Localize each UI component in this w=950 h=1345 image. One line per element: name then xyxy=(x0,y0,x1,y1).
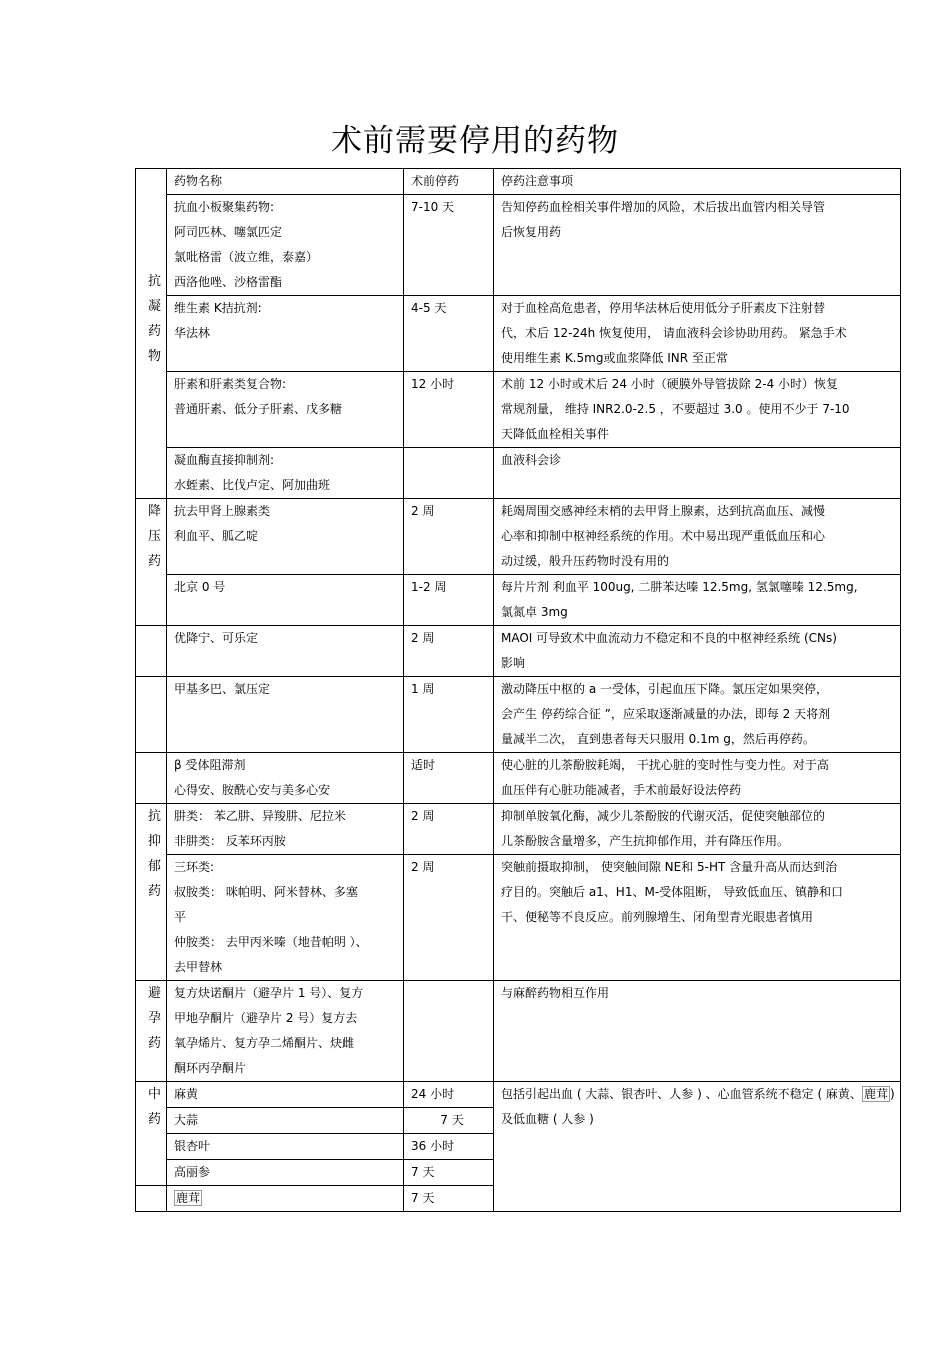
category-antihyper xyxy=(136,499,167,626)
category-label: 降压药 xyxy=(147,504,161,569)
stop-time-cell: 36 小时 xyxy=(404,1134,494,1160)
table-row xyxy=(136,626,901,677)
notes-cell xyxy=(494,296,901,372)
category-anticoag xyxy=(136,169,167,499)
drug-name-line: 甲基多巴、氯压定 xyxy=(174,682,271,696)
notes-line: 与麻醉药物相互作用 xyxy=(501,986,610,1000)
drug-name-line: 鹿茸 xyxy=(176,1191,201,1205)
drug-name-cell xyxy=(167,499,404,575)
notes-line: 动过缓，般升压药物时没有用的 xyxy=(501,554,670,568)
drug-name-line: 麻黄 xyxy=(174,1087,199,1101)
stop-time-cell: 1-2 周 xyxy=(404,575,494,626)
drug-name-cell xyxy=(167,1160,404,1186)
stop-time-cell: 2 周 xyxy=(404,626,494,677)
drug-name-line: 肝素和肝素类复合物: xyxy=(174,377,287,391)
header-stop: 术前停药 xyxy=(404,169,494,195)
drug-name-cell xyxy=(167,626,404,677)
notes-line: 天降低血栓相关事件 xyxy=(501,427,610,441)
drug-name-line: 阿司匹林、噻氯匹定 xyxy=(174,225,283,239)
table-row xyxy=(136,981,901,1082)
notes-line: 影响 xyxy=(501,656,526,670)
notes-line: 抑制单胺氧化酶，减少儿茶酚胺的代谢灭活，促使突触部位的 xyxy=(501,809,826,823)
drug-name-line: 甲地孕酮片（避孕片 2 号）复方去 xyxy=(174,1011,358,1025)
drug-name-line: 抗去甲肾上腺素类 xyxy=(174,504,271,518)
header-row xyxy=(136,169,901,195)
drug-name-line: 凝血酶直接抑制剂: xyxy=(174,453,275,467)
category-empty xyxy=(136,626,167,677)
notes-cell xyxy=(494,626,901,677)
notes-cell xyxy=(494,981,901,1082)
drug-name-cell xyxy=(167,1134,404,1160)
stop-time-cell: 2 周 xyxy=(404,499,494,575)
notes-cell xyxy=(494,195,901,296)
category-label: 避孕药 xyxy=(147,986,161,1051)
drug-name-line: 氯吡格雷（波立维，泰嘉） xyxy=(174,250,319,264)
notes-cell xyxy=(494,372,901,448)
drug-name-line: 叔胺类： 咪帕明、阿米替林、多塞 xyxy=(174,885,358,899)
drug-name-cell xyxy=(167,677,404,753)
stop-time-cell: 4-5 天 xyxy=(404,296,494,372)
drug-name-line: 复方炔诺酮片（避孕片 1 号）、复方 xyxy=(174,986,364,1000)
notes-line: 干、便秘等不良反应。前列腺增生、闭角型青光眼患者慎用 xyxy=(501,910,814,924)
category-label: 抗抑郁药 xyxy=(147,809,161,899)
notes-cell xyxy=(494,575,901,626)
drug-name-line: 大蒜 xyxy=(174,1113,199,1127)
notes-line: 使用维生素 K.5mg或血浆降低 INR 至正常 xyxy=(501,351,728,365)
drug-name-line: 心得安、胺酰心安与美多心安 xyxy=(174,783,331,797)
notes-line: 常规剂量， 维持 INR2.0-2.5 ，不要超过 3.0 。使用不少于 7-10 xyxy=(501,402,850,416)
category-empty xyxy=(136,753,167,804)
category-empty xyxy=(136,1186,167,1212)
drug-name-line: 去甲替林 xyxy=(174,960,223,974)
table-row xyxy=(136,195,901,296)
notes-line: 告知停药血栓相关事件增加的风险，术后拔出血管内相关导管 xyxy=(501,200,826,214)
stop-time-cell: 7 天 xyxy=(404,1160,494,1186)
drug-name-line: 抗血小板聚集药物: xyxy=(174,200,275,214)
notes-cell xyxy=(494,499,901,575)
notes-line: 儿茶酚胺含量增多，产生抗抑郁作用，并有降压作用。 xyxy=(501,834,790,848)
stop-time-cell: 1 周 xyxy=(404,677,494,753)
drug-name-line: 普通肝素、低分子肝素、戊多糖 xyxy=(174,402,343,416)
drug-name-line: 利血平、胍乙啶 xyxy=(174,529,259,543)
stop-time-cell: 2 周 xyxy=(404,804,494,855)
notes-cell xyxy=(494,1082,901,1212)
stop-time-cell: 7-10 天 xyxy=(404,195,494,296)
drug-name-cell xyxy=(167,575,404,626)
drug-name-line: 酮环丙孕酮片 xyxy=(174,1061,247,1075)
table-row xyxy=(136,499,901,575)
drug-name-line: 非肼类： 反苯环丙胺 xyxy=(174,834,286,848)
notes-line: 突触前摄取抑制， 使突触间隙 NE和 5-HT 含量升高从而达到治 xyxy=(501,860,838,874)
notes-line: 血液科会诊 xyxy=(501,453,562,467)
page-title: 术前需要停用的药物 xyxy=(331,123,619,159)
table-row xyxy=(136,804,901,855)
notes-cell xyxy=(494,855,901,981)
category-label: 中药 xyxy=(147,1087,161,1127)
drug-name-line: 肼类： 苯乙肼、异羧肼、尼拉米 xyxy=(174,809,346,823)
notes-line: 疗目的。突触后 a1、H1、M-受体阻断， 导致低血压、镇静和口 xyxy=(501,885,843,899)
stop-time-cell: 12 小时 xyxy=(404,372,494,448)
notes-cell xyxy=(494,804,901,855)
drug-name-cell xyxy=(167,804,404,855)
drug-name-line: 仲胺类： 去甲丙米嗪（地昔帕明 ）、 xyxy=(174,935,368,949)
drug-name-cell xyxy=(167,1186,404,1212)
drug-name-cell xyxy=(167,448,404,499)
notes-line: 代，术后 12-24h 恢复使用， 请血液科会诊协助用药。 紧急手术 xyxy=(501,326,847,340)
table-row xyxy=(136,575,901,626)
stop-time-cell: 适时 xyxy=(404,753,494,804)
table-row xyxy=(136,1082,901,1108)
drug-name-line: 华法林 xyxy=(174,326,211,340)
stop-time-cell: 2 周 xyxy=(404,855,494,981)
notes-cell xyxy=(494,753,901,804)
notes-line: 量减半二次， 直到患者每天只服用 0.1m g，然后再停药。 xyxy=(501,732,815,746)
notes-line: 包括引起出血 ( 大蒜、银杏叶、人参 ) 、心血管系统不稳定 ( 麻黄、 xyxy=(501,1087,862,1101)
stop-time-cell xyxy=(404,448,494,499)
stop-time-cell xyxy=(404,981,494,1082)
table-row xyxy=(136,677,901,753)
drug-name-line: 优降宁、可乐定 xyxy=(174,631,259,645)
drug-name-line: 水蛭素、比伐卢定、阿加曲班 xyxy=(174,478,331,492)
notes-cell xyxy=(494,677,901,753)
header-name: 药物名称 xyxy=(167,169,404,195)
category-antidep xyxy=(136,804,167,981)
drug-name-line: 维生素 K拮抗剂: xyxy=(174,301,262,315)
stop-time-cell: 7 天 xyxy=(404,1186,494,1212)
notes-line: 使心脏的儿茶酚胺耗竭， 干扰心脏的变时性与变力性。对于高 xyxy=(501,758,829,772)
table-row xyxy=(136,448,901,499)
table-row xyxy=(136,372,901,448)
drug-name-cell xyxy=(167,855,404,981)
drug-name-line: 平 xyxy=(174,910,187,924)
drug-name-line: 高丽参 xyxy=(174,1165,211,1179)
drug-name-line: β 受体阻滞剂 xyxy=(174,758,246,772)
notes-cell xyxy=(494,448,901,499)
drug-name-cell xyxy=(167,753,404,804)
notes-line: 会产生 停药综合征 ”，应采取逐渐减量的办法，即每 2 天将剂 xyxy=(501,707,831,721)
category-label: 抗凝药物 xyxy=(147,274,161,364)
table-row xyxy=(136,855,901,981)
notes-line: 每片片剂 利血平 100ug, 二肼苯达嗪 12.5mg, 氢氯噻嗪 12.5mg, xyxy=(501,580,858,594)
herb-highlight: 鹿茸 xyxy=(863,1087,888,1101)
notes-line: 激动降压中枢的 a 一受体，引起血压下降。氯压定如果突停， xyxy=(501,682,828,696)
table-row xyxy=(136,753,901,804)
notes-line: 耗竭周围交感神经末梢的去甲肾上腺素，达到抗高血压、减慢 xyxy=(501,504,826,518)
drug-name-line: 西洛他唑、沙格雷酯 xyxy=(174,275,283,289)
drug-table xyxy=(135,168,901,1212)
drug-name-line: 氧孕烯片、复方孕二烯酮片、炔雌 xyxy=(174,1036,355,1050)
drug-name-cell xyxy=(167,1082,404,1108)
header-notes: 停药注意事项 xyxy=(494,169,901,195)
notes-line: 氯氮卓 3mg xyxy=(501,605,568,619)
stop-time-cell: 7 天 xyxy=(404,1108,494,1134)
notes-line: 后恢复用药 xyxy=(501,225,562,239)
drug-name-line: 北京 0 号 xyxy=(174,580,226,594)
drug-name-cell xyxy=(167,296,404,372)
notes-line: 对于血栓高危患者，停用华法林后使用低分子肝素皮下注射替 xyxy=(501,301,826,315)
drug-name-cell xyxy=(167,195,404,296)
table-row xyxy=(136,296,901,372)
category-tcm xyxy=(136,1082,167,1186)
drug-name-cell xyxy=(167,981,404,1082)
notes-line: 血压伴有心脏功能减者，手术前最好设法停药 xyxy=(501,783,742,797)
drug-name-line: 三环类: xyxy=(174,860,215,874)
drug-name-line: 银杏叶 xyxy=(174,1139,211,1153)
notes-line: ) 及低血糖 ( 人参 ) xyxy=(501,1087,895,1126)
notes-line: MAOI 可导致术中血流动力不稳定和不良的中枢神经系统 (CNs) xyxy=(501,631,837,645)
notes-line: 心率和抑制中枢神经系统的作用。术中易出现严重低血压和心 xyxy=(501,529,826,543)
notes-line: 术前 12 小时或术后 24 小时（硬膜外导管拔除 2-4 小时）恢复 xyxy=(501,377,839,391)
drug-name-cell xyxy=(167,1108,404,1134)
drug-name-cell xyxy=(167,372,404,448)
category-contra xyxy=(136,981,167,1082)
stop-time-cell: 24 小时 xyxy=(404,1082,494,1108)
category-empty xyxy=(136,677,167,753)
